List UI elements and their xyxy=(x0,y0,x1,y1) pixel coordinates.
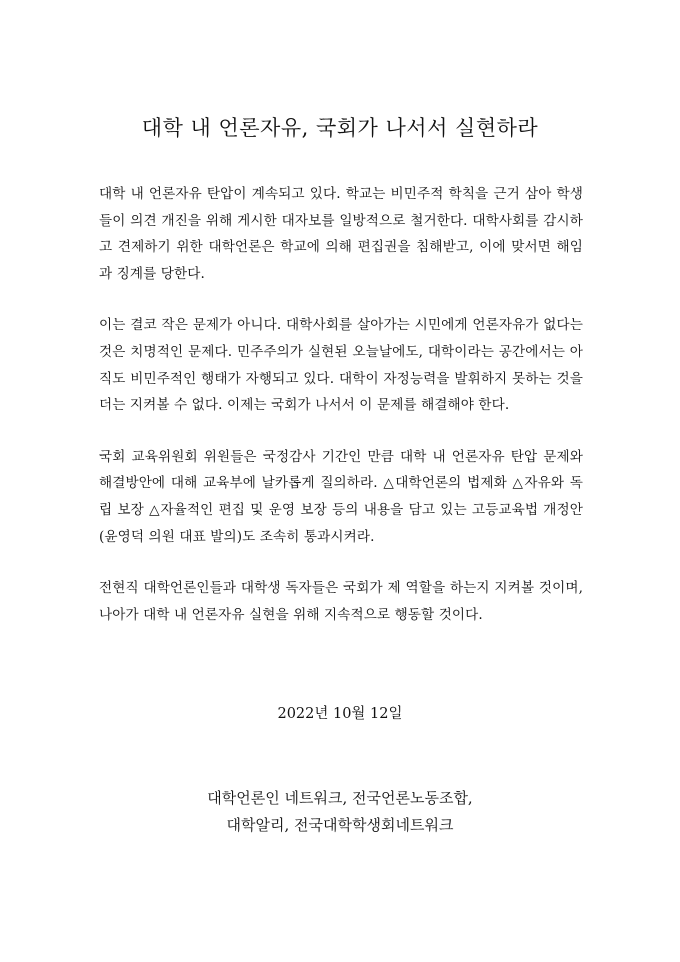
signers-block xyxy=(0,785,680,839)
paragraph-1: 대학 내 언론자유 탄압이 계속되고 있다. 학교는 비민주적 학칙을 근거 삼아 학생들이 의견 개진을 위해 게시한 대자보를 일방적으로 철거한다. 대학사회를 감시하고 견제하기 위한 대학언론은 학교에 의해 편집권을 침해받고, 이에 맞서면 해임과 징계를 당한다. xyxy=(99,186,583,282)
document-title: 대학 내 언론자유, 국회가 나서서 실현하라 xyxy=(141,116,539,140)
signers-line-2: 대학알리, 전국대학학생회네트워크 xyxy=(226,816,454,834)
paragraph-3: 국회 교육위원회 위원들은 국정감사 기간인 만큼 대학 내 언론자유 탄압 문제와 해결방안에 대해 교육부에 날카롭게 질의하라. △대학언론의 법제화 △자유와 독립 보장 △자율적인 편집 및 운영 보장 등의 내용을 담고 있는 고등교육법 개정안(윤영덕 의원 대표 발의)도 조속히 통과시켜라. xyxy=(99,448,583,545)
paragraph-4: 전현직 대학언론인들과 대학생 독자들은 국회가 제 역할을 하는지 지켜볼 것이며, 나아가 대학 내 언론자유 실현을 위해 지속적으로 행동할 것이다. xyxy=(99,580,583,623)
document-body xyxy=(99,181,583,653)
signers-line-1: 대학언론인 네트워크, 전국언론노동조합, xyxy=(207,789,473,807)
paragraph-2: 이는 결코 작은 문제가 아니다. 대학사회를 살아가는 시민에게 언론자유가 없다는 것은 치명적인 문제다. 민주주의가 실현된 오늘날에도, 대학이라는 공간에서는 아직도 비민주적인 행태가 자행되고 있다. 대학이 자정능력을 발휘하지 못하는 것을 더는 지켜볼 수 없다. 이제는 국회가 나서서 이 문제를 해결해야 한다. xyxy=(99,317,583,414)
document-date: 2022년 10월 12일 xyxy=(277,706,403,722)
